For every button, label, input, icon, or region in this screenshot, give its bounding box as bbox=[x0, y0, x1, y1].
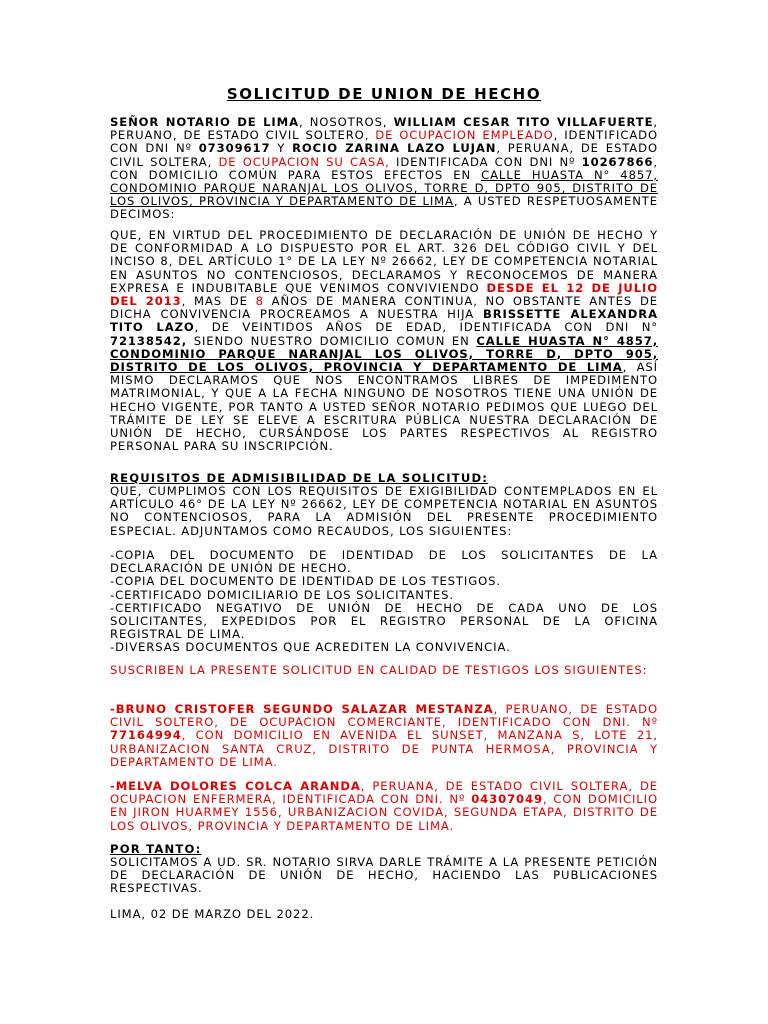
paragraph-intro bbox=[110, 116, 658, 222]
paragraph-declaration bbox=[110, 229, 658, 453]
text-span: , PERUANO, DE ESTADO CIVIL SOLTERO, bbox=[110, 115, 659, 143]
list-item: -CERTIFICADO DOMICILIARIO DE LOS SOLICITANTES. bbox=[110, 587, 454, 602]
daughter-dni: 72138542, bbox=[110, 333, 188, 348]
text-span: , PERUANO, DE ESTADO CIVIL SOLTERO, DE OCUPACION COMERCIANTE, IDENTIFICADO CON DNI. Nº bbox=[110, 702, 658, 730]
text-span: SIENDO NUESTRO DOMICILIO COMUN EN bbox=[187, 333, 477, 348]
applicant-2-name: ROCIO ZARINA LAZO LUJAN bbox=[292, 141, 497, 156]
requisitos-heading: REQUISITOS DE ADMISIBILIDAD DE LA SOLICITUD: bbox=[110, 471, 489, 485]
daughter-name: BRISSETTE ALEXANDRA TITO LAZO bbox=[110, 307, 658, 335]
addressee: SEÑOR NOTARIO DE LIMA bbox=[110, 115, 299, 129]
text-span: , CON DOMICILIO COMÚN PARA ESTOS EFECTOS EN bbox=[110, 154, 658, 182]
text-span: , PERUANA, DE ESTADO CIVIL SOLTERA, bbox=[110, 141, 658, 169]
witness-1 bbox=[110, 703, 658, 769]
text-span: AÑOS DE MANERA CONTINUA, NO OBSTANTE ANTES DE DICHA CONVIVENCIA PROCREAMOS A NUESTRA HIJA bbox=[110, 294, 658, 322]
text-span: , CON DOMICILIO EN JIRON HUARMEY 1556, URBANIZACION COVIDA, SEGUNDA ETAPA, DISTRITO DE LOS OLIVOS, PROVINCIA Y DEPARTAMENTO DE LIMA. bbox=[110, 792, 659, 833]
witness-2 bbox=[110, 780, 658, 833]
list-item: -CERTIFICADO NEGATIVO DE UNIÓN DE HECHO DE CADA UNO DE LOS SOLICITANTES, EXPEDIDOS POR EL REGISTRO PERSONAL DE LA OFICINA REGISTRAL DE LIMA. bbox=[110, 600, 658, 642]
witness-2-name: -MELVA DOLORES COLCA ARANDA bbox=[110, 779, 361, 793]
applicant-2-dni: 10267866 bbox=[581, 154, 654, 169]
list-item: -COPIA DEL DOCUMENTO DE IDENTIDAD DE LOS SOLICITANTES DE LA DECLARACIÓN DE UNIÓN DE HECHO. bbox=[110, 548, 658, 576]
requisitos-text: QUE, CUMPLIMOS CON LOS REQUISITOS DE EXIGIBILIDAD CONTEMPLADOS EN EL ARTÍCULO 46° DE LA LEY Nº 26662, LEY DE COMPETENCIA NOTARIAL EN ASUNTOS NO CONTENCIOSOS, PARA LA ADMISIÓN DEL PRESENTE PROCEDIMIENTO ESPECIAL. ADJUNTAMOS COMO RECAUDOS, LOS SIGUIENTES: bbox=[110, 484, 658, 538]
por-tanto-text: SOLICITAMOS A UD. SR. NOTARIO SIRVA DARLE TRÁMITE A LA PRESENTE PETICIÓN DE DECLARACIÓN DE UNIÓN DE HECHO, HACIENDO LAS PUBLICACIONES RESPECTIVAS. bbox=[110, 855, 658, 896]
text-span: QUE, EN VIRTUD DEL PROCEDIMIENTO DE DECLARACIÓN DE UNIÓN DE HECHO Y DE CONFORMIDAD A LO DISPUESTO POR EL ART. 326 DEL CÓDIGO CIVIL Y DEL INCISO 8, DEL ARTÍCULO 1° DE LA LEY Nº 26662, LEY DE COMPETENCIA NOTARIAL EN ASUNTOS NO CONTENCIOSOS, DECLARAMOS Y RECONOCEMOS DE MANERA EXPRESA E INDUBITABLE QUE VENIMOS CONVIVIENDO bbox=[110, 228, 658, 295]
witness-2-dni: 04307049 bbox=[471, 792, 543, 807]
text-span: IDENTIFICADA CON DNI Nº bbox=[389, 154, 582, 169]
document-date: LIMA, 02 DE MARZO DEL 2022. bbox=[110, 907, 315, 921]
applicant-1-name: WILLIAM CESAR TITO VILLAFUERTE bbox=[393, 115, 654, 129]
years-count: 8 bbox=[255, 294, 264, 309]
recaudos-list bbox=[110, 549, 658, 655]
por-tanto-heading: POR TANTO: bbox=[110, 842, 202, 856]
text-span: , A USTED RESPETUOSAMENTE DECIMOS: bbox=[110, 194, 658, 222]
text-span: , MAS DE bbox=[181, 294, 256, 309]
list-item: -DIVERSAS DOCUMENTOS QUE ACREDITEN LA CONVIVENCIA. bbox=[110, 640, 511, 655]
applicant-1-occupation: DE OCUPACION EMPLEADO bbox=[375, 128, 554, 143]
applicant-1-dni: 07309617 bbox=[198, 141, 271, 156]
text-span: Y bbox=[270, 141, 293, 156]
common-address: CALLE HUASTA N° 4857, CONDOMINIO PARQUE NARANJAL LOS OLIVOS, TORRE D, DPTO 905, DISTRITO DE LOS OLIVOS, PROVINCIA Y DEPARTAMENTO DE LIMA bbox=[110, 167, 658, 209]
document-title: SOLICITUD DE UNION DE HECHO bbox=[226, 85, 542, 103]
witness-1-dni: 77164994 bbox=[110, 728, 182, 743]
common-address-bold: CALLE HUASTA N° 4857, CONDOMINIO PARQUE NARANJAL LOS OLIVOS, TORRE D, DPTO 905, DISTRITO DE LOS OLIVOS, PROVINCIA Y DEPARTAMENTO DE LIMA bbox=[110, 333, 658, 375]
text-span: , DE VEINTIDOS AÑOS DE EDAD, IDENTIFICADA CON DNI N° bbox=[194, 320, 658, 335]
text-span: , IDENTIFICADO CON DNI Nº bbox=[110, 128, 659, 156]
text-span: , NOSOTROS, bbox=[298, 115, 394, 129]
cohabitation-start-date: DESDE EL 12 DE JULIO DEL 2013 bbox=[110, 280, 658, 309]
text-span: , ASÍ MISMO DECLARAMOS QUE NOS ENCONTRAMOS LIBRES DE IMPEDIMENTO MATRIMONIAL, Y QUE A LA FECHA NINGUNO DE NOSOTROS TIENE UNA UNIÓN DE HECHO VIGENTE, POR TANTO A USTED SEÑOR NOTARIO PEDIMOS QUE LUEGO DEL TRÁMITE DE LEY SE ELEVE A ESCRITURA PÚBLICA NUESTRA DECLARACIÓN DE UNIÓN DE HECHO, CURSÁNDOSE LOS PARTES RESPECTIVOS AL REGISTRO PERSONAL PARA SU INSCRIPCIÓN. bbox=[110, 360, 658, 454]
list-item: -COPIA DEL DOCUMENTO DE IDENTIDAD DE LOS TESTIGOS. bbox=[110, 574, 501, 589]
testigos-intro: SUSCRIBEN LA PRESENTE SOLICITUD EN CALIDAD DE TESTIGOS LOS SIGUIENTES: bbox=[110, 663, 648, 677]
text-span: , CON DOMICILIO EN AVENIDA EL SUNSET, MANZANA S, LOTE 21, URBANIZACION SANTA CRUZ, DISTRITO DE PUNTA HERMOSA, PROVINCIA Y DEPARTAMENTO DE LIMA. bbox=[110, 728, 658, 769]
text-span: , PERUANA, DE ESTADO CIVIL SOLTERA, DE OCUPACION ENFERMERA, IDENTIFICADA CON DNI. Nº bbox=[110, 779, 658, 807]
applicant-2-occupation: DE OCUPACION SU CASA, bbox=[218, 154, 390, 169]
witness-1-name: -BRUNO CRISTOFER SEGUNDO SALAZAR MESTANZA bbox=[110, 702, 494, 716]
